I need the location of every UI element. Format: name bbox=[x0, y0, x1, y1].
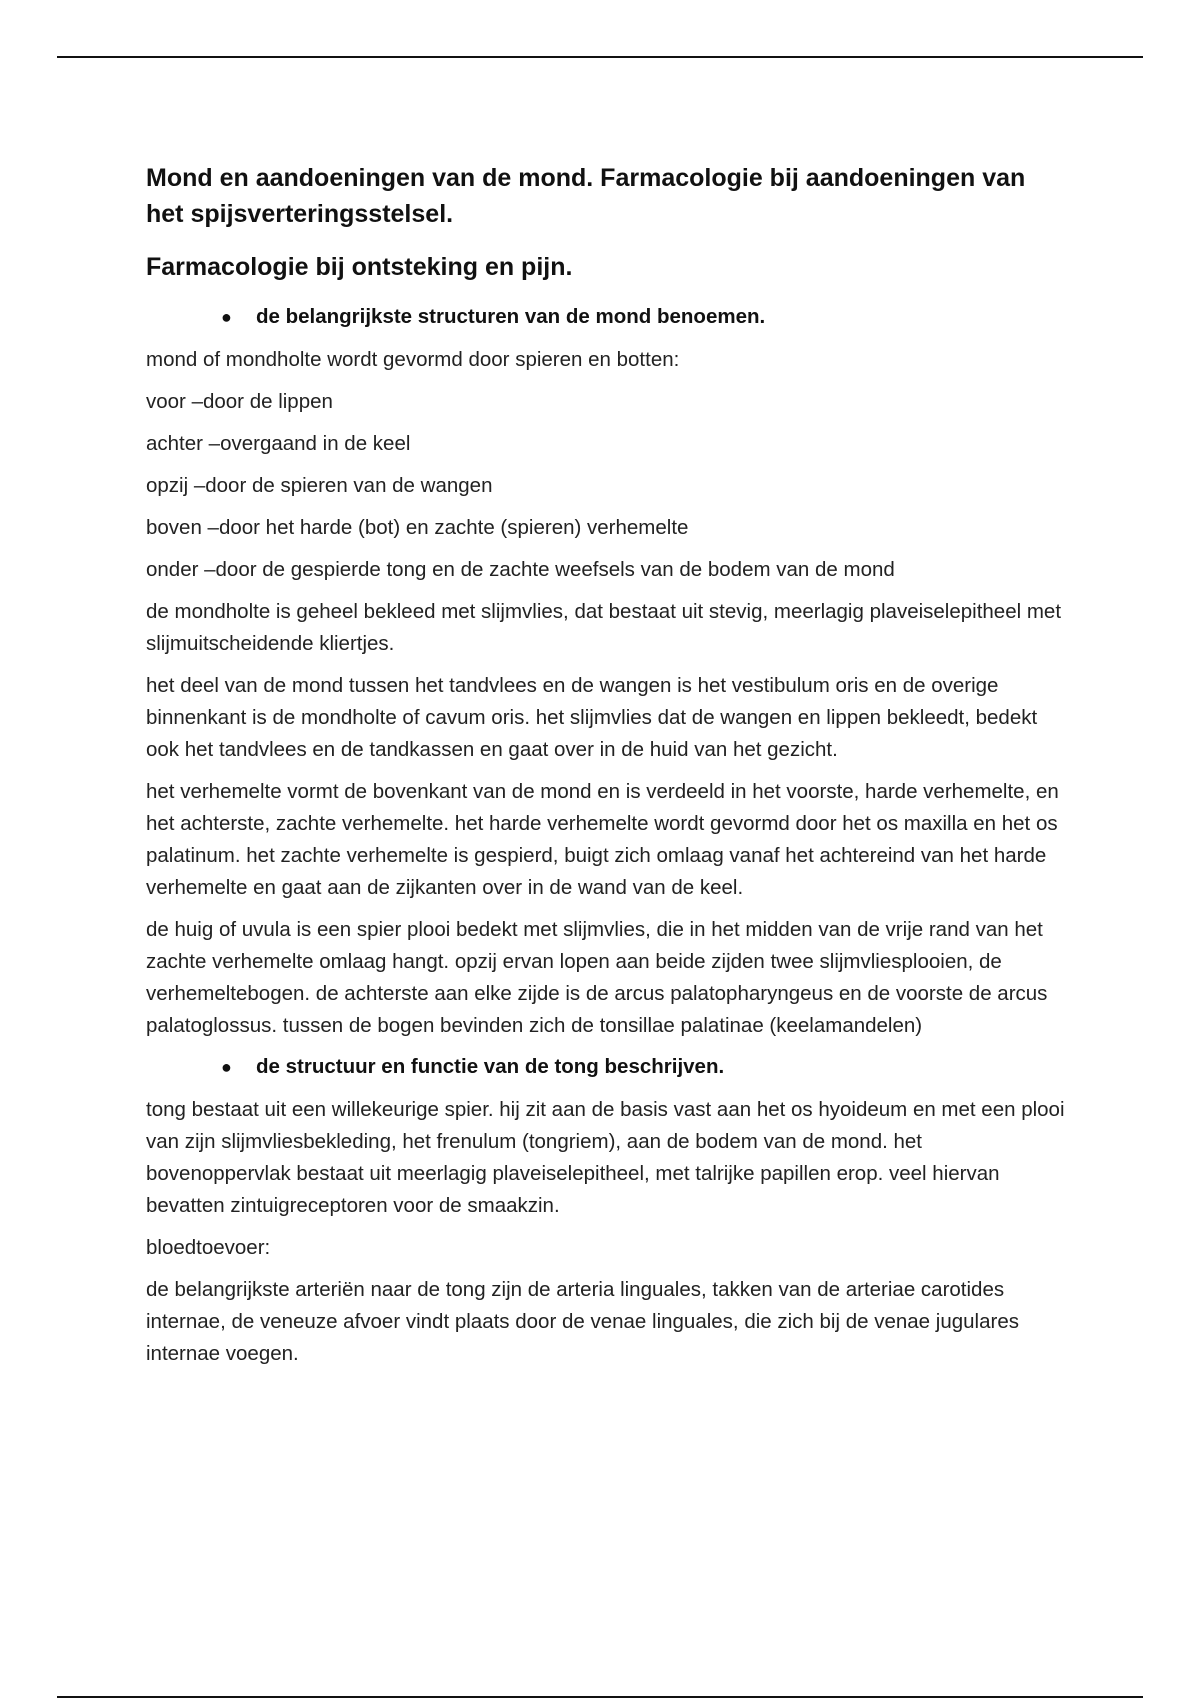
top-rule bbox=[57, 56, 1143, 58]
document-body bbox=[146, 160, 1066, 1380]
paragraph: de belangrijkste arteriën naar de tong zijn de arteria linguales, takken van de arteriae carotides internae, de veneuze afvoer vindt plaats door de venae linguales, die zich bij de venae jugulares internae voegen. bbox=[146, 1278, 1019, 1365]
paragraph: achter –overgaand in de keel bbox=[146, 432, 411, 455]
document-subtitle: Farmacologie bij ontsteking en pijn. bbox=[146, 253, 573, 281]
learning-objective bbox=[146, 302, 1066, 332]
bullet-icon: ● bbox=[221, 307, 232, 327]
paragraph: tong bestaat uit een willekeurige spier. hij zit aan de basis vast aan het os hyoideum en met een plooi van zijn slijmvliesbekleding, het frenulum (tongriem), aan de bodem van de mond. het bovenoppervlak bestaat uit meerlagig plaveiselepitheel, met talrijke papillen erop. veel hiervan bevatten zintuigreceptoren voor de smaakzin. bbox=[146, 1098, 1065, 1217]
objective-text: de belangrijkste structuren van de mond benoemen. bbox=[256, 305, 766, 328]
objective-text: de structuur en functie van de tong beschrijven. bbox=[256, 1055, 725, 1078]
paragraph: de huig of uvula is een spier plooi bedekt met slijmvlies, die in het midden van de vrije rand van het zachte verhemelte omlaag hangt. opzij ervan lopen aan beide zijden twee slijmvliesplooien, de verhemeltebogen. de achterste aan elke zijde is de arcus palatopharyngeus en de voorste de arcus palatoglossus. tussen de bogen bevinden zich de tonsillae palatinae (keelamandelen) bbox=[146, 918, 1048, 1037]
paragraph: opzij –door de spieren van de wangen bbox=[146, 474, 493, 497]
paragraph: mond of mondholte wordt gevormd door spieren en botten: bbox=[146, 348, 680, 371]
paragraph: de mondholte is geheel bekleed met slijmvlies, dat bestaat uit stevig, meerlagig plaveiselepitheel met slijmuitscheidende kliertjes. bbox=[146, 600, 1062, 655]
paragraph: bloedtoevoer: bbox=[146, 1236, 271, 1259]
learning-objective bbox=[146, 1052, 1066, 1082]
paragraph: het deel van de mond tussen het tandvlees en de wangen is het vestibulum oris en de overige binnenkant is de mondholte of cavum oris. het slijmvlies dat de wangen en lippen bekleedt, bedekt ook het tandvlees en de tandkassen en gaat over in de huid van het gezicht. bbox=[146, 674, 1038, 761]
bullet-icon: ● bbox=[221, 1057, 232, 1077]
document-title: Mond en aandoeningen van de mond. Farmacologie bij aandoeningen van het spijsverteringsstelsel. bbox=[146, 164, 1026, 228]
paragraph: voor –door de lippen bbox=[146, 390, 333, 413]
bottom-rule bbox=[57, 1696, 1143, 1698]
paragraph: het verhemelte vormt de bovenkant van de mond en is verdeeld in het voorste, harde verhemelte, en het achterste, zachte verhemelte. het harde verhemelte wordt gevormd door het os maxilla en het os palatinum. het zachte verhemelte is gespierd, buigt zich omlaag vanaf het achtereind van het harde verhemelte en gaat aan de zijkanten over in de wand van de keel. bbox=[146, 780, 1059, 899]
paragraph: onder –door de gespierde tong en de zachte weefsels van de bodem van de mond bbox=[146, 558, 895, 581]
paragraph: boven –door het harde (bot) en zachte (spieren) verhemelte bbox=[146, 516, 689, 539]
